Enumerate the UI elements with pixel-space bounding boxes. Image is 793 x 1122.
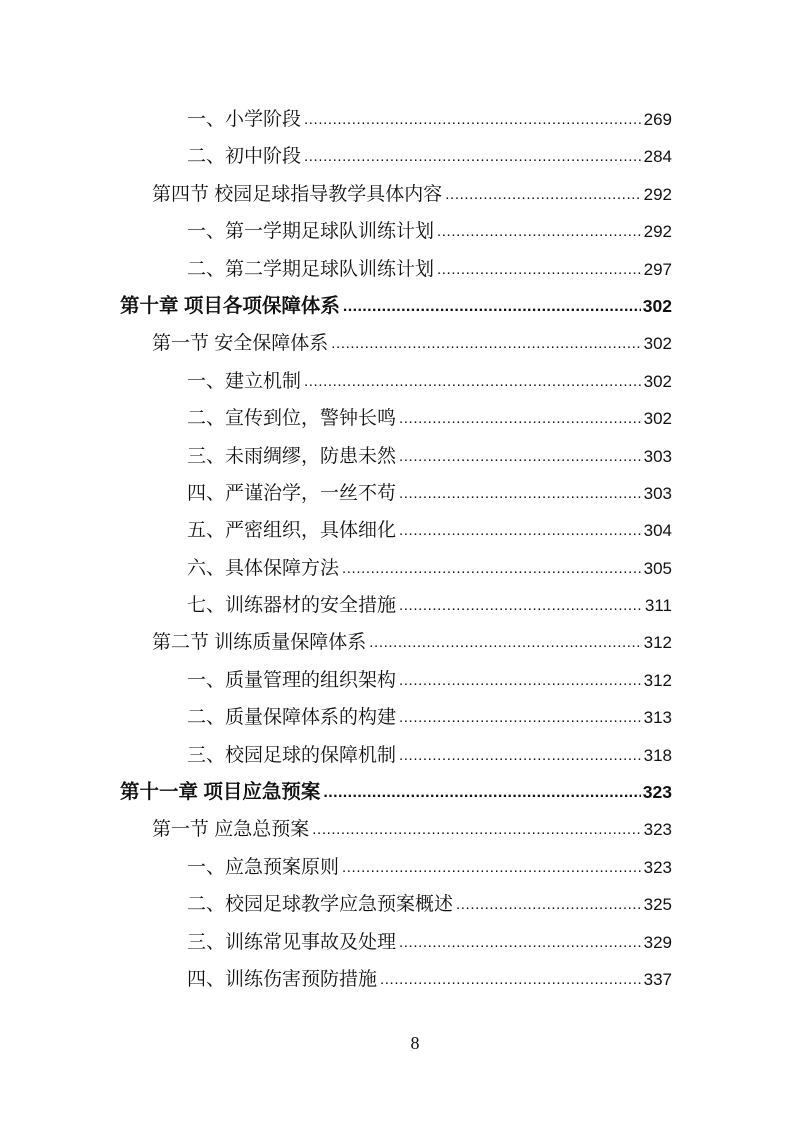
toc-entry — [0, 400, 672, 437]
toc-chapter — [0, 288, 672, 325]
toc-entry — [0, 438, 672, 475]
toc-chapter — [0, 774, 672, 811]
toc-entry — [0, 512, 672, 549]
dot-leader — [399, 662, 642, 699]
dot-leader — [399, 737, 642, 774]
toc-entry — [0, 101, 672, 138]
toc-entry-label: 二、宣传到位，警钟长鸣 — [187, 408, 397, 430]
toc-entry-label: 一、建立机制 — [187, 370, 302, 392]
toc-section — [0, 811, 672, 848]
toc-entry-label: 一、小学阶段 — [187, 109, 302, 130]
toc-entry — [0, 138, 672, 175]
toc-chapter-label: 第十章 项目各项保障体系 — [120, 294, 340, 317]
dot-leader — [437, 213, 642, 250]
toc-entry-page: 323 — [643, 857, 672, 877]
table-of-contents — [0, 101, 672, 998]
toc-entry — [0, 550, 672, 587]
toc-entry — [0, 886, 672, 923]
toc-entry-label: 四、严谨治学，一丝不苟 — [187, 482, 397, 504]
toc-entry-label: 二、第二学期足球队训练计划 — [187, 258, 435, 280]
dot-leader — [304, 363, 642, 400]
toc-entry — [0, 849, 672, 886]
toc-entry — [0, 587, 672, 624]
toc-entry-label: 一、第一学期足球队训练计划 — [187, 221, 435, 243]
toc-entry-label: 三、未雨绸缪，防患未然 — [187, 445, 397, 467]
toc-entry-page: 302 — [643, 409, 672, 429]
toc-section — [0, 325, 672, 362]
toc-entry-page: 329 — [643, 932, 672, 952]
dot-leader — [399, 438, 642, 475]
toc-entry-label: 第二节 训练质量保障体系 — [152, 632, 367, 654]
dot-leader — [343, 288, 641, 325]
toc-entry — [0, 363, 672, 400]
dot-leader — [399, 400, 642, 437]
toc-entry-label: 一、应急预案原则 — [187, 856, 340, 878]
toc-entry-page: 337 — [643, 969, 672, 989]
toc-entry-label: 第一节 应急总预案 — [152, 819, 310, 841]
dot-leader — [342, 550, 642, 587]
toc-entry — [0, 699, 672, 736]
toc-section — [0, 176, 672, 213]
toc-entry-label: 二、校园足球教学应急预案概述 — [187, 894, 454, 916]
toc-entry-page: 302 — [643, 334, 672, 354]
toc-entry-page: 312 — [643, 670, 672, 690]
page-number: 8 — [410, 1033, 420, 1053]
toc-entry-page: 269 — [643, 110, 672, 129]
toc-entry-label: 二、初中阶段 — [187, 146, 302, 168]
dot-leader — [369, 624, 641, 661]
toc-entry — [0, 475, 672, 512]
toc-entry-label: 一、质量管理的组织架构 — [187, 669, 397, 691]
toc-entry-page: 312 — [643, 633, 672, 653]
toc-entry-label: 三、校园足球的保障机制 — [187, 744, 397, 766]
toc-entry-page: 323 — [643, 820, 672, 840]
dot-leader — [323, 774, 640, 811]
toc-entry-page: 318 — [643, 745, 672, 765]
toc-entry — [0, 251, 672, 288]
toc-entry-label: 六、具体保障方法 — [187, 557, 340, 579]
toc-entry-label: 四、训练伤害预防措施 — [187, 968, 378, 990]
dot-leader — [399, 924, 642, 961]
toc-entry-page: 297 — [643, 259, 672, 279]
toc-entry-label: 五、严密组织，具体细化 — [187, 520, 397, 542]
toc-entry — [0, 662, 672, 699]
toc-entry-page: 303 — [643, 483, 672, 503]
toc-entry — [0, 924, 672, 961]
toc-entry-page: 304 — [643, 521, 672, 541]
toc-entry-page: 303 — [643, 446, 672, 466]
toc-entry-label: 第四节 校园足球指导教学具体内容 — [152, 183, 443, 205]
dot-leader — [342, 849, 642, 886]
toc-entry-page: 284 — [643, 147, 672, 167]
dot-leader — [312, 811, 641, 848]
toc-entry-label: 二、质量保障体系的构建 — [187, 707, 397, 729]
toc-entry-page: 325 — [643, 895, 672, 915]
dot-leader — [380, 961, 642, 998]
dot-leader — [304, 101, 642, 138]
dot-leader — [331, 325, 641, 362]
dot-leader — [399, 699, 642, 736]
dot-leader — [399, 512, 642, 549]
toc-entry-page: 302 — [642, 295, 672, 316]
toc-entry-page: 305 — [643, 558, 672, 578]
toc-entry-label: 第一节 安全保障体系 — [152, 333, 329, 355]
toc-entry-page: 292 — [643, 222, 672, 242]
dot-leader — [437, 251, 642, 288]
toc-entry — [0, 213, 672, 250]
toc-entry-page: 313 — [643, 708, 672, 728]
dot-leader — [456, 886, 642, 923]
toc-entry-label: 三、训练常见事故及处理 — [187, 931, 397, 953]
dot-leader — [445, 176, 641, 213]
dot-leader — [399, 475, 642, 512]
toc-entry — [0, 961, 672, 998]
toc-entry-page: 323 — [642, 782, 672, 803]
toc-entry-page: 311 — [644, 596, 672, 616]
toc-entry — [0, 737, 672, 774]
toc-entry-label: 七、训练器材的安全措施 — [187, 595, 397, 617]
dot-leader — [304, 138, 642, 175]
toc-entry-page: 302 — [643, 371, 672, 391]
toc-entry-page: 292 — [643, 184, 672, 204]
toc-chapter-label: 第十一章 项目应急预案 — [120, 781, 321, 804]
dot-leader — [399, 587, 643, 624]
toc-section — [0, 624, 672, 661]
